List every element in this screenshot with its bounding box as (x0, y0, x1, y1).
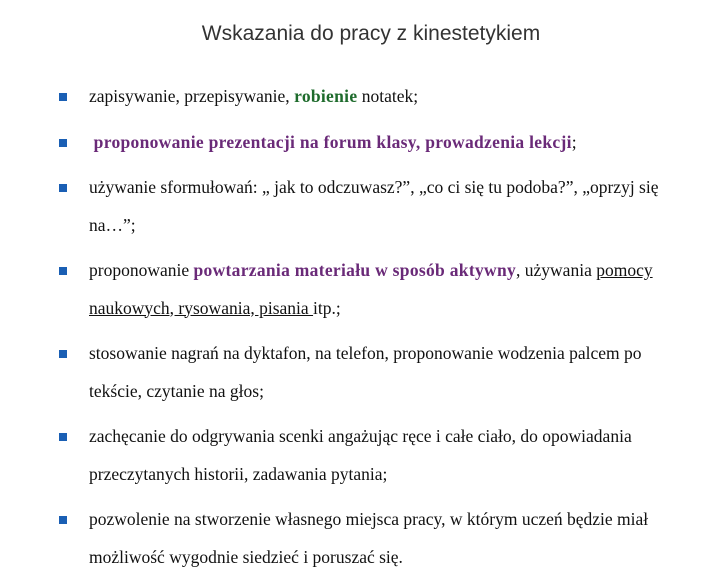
item-text: stosowanie nagrań na dyktafon, na telefon, proponowanie wodzenia palcem po tekście, czytanie na głos; (89, 343, 642, 401)
item-text: , używania (516, 260, 597, 280)
square-bullet-icon (59, 139, 67, 147)
square-bullet-icon (59, 433, 67, 441)
list-item (56, 78, 696, 116)
item-text: zachęcanie do odgrywania scenki angażując ręce i całe ciało, do opowiadania przeczytanych historii, zadawania pytania; (89, 426, 632, 484)
item-text: używanie sformułowań: „ jak to odczuwasz?”, „co ci się tu podoba?”, „oprzyj się na…”; (89, 177, 659, 235)
square-bullet-icon (59, 350, 67, 358)
list-item (56, 252, 696, 327)
item-text: proponowanie (89, 260, 194, 280)
item-text: zapisywanie, przepisywanie, (89, 86, 295, 106)
list-item (56, 501, 696, 576)
square-bullet-icon (59, 516, 67, 524)
item-text: itp.; (313, 297, 341, 318)
square-bullet-icon (59, 184, 67, 192)
list-item (56, 169, 696, 244)
highlighted-text: proponowanie prezentacji na forum klasy, prowadzenia lekcji (89, 131, 572, 152)
item-text: ; (571, 131, 577, 152)
item-text: notatek; (357, 86, 419, 106)
slide-title: Wskazania do pracy z kinestetykiem (201, 22, 541, 45)
item-text: pozwolenie na stworzenie własnego miejsca pracy, w którym uczeń będzie miał możliwość wygodnie siedzieć i poruszać się. (89, 509, 649, 567)
highlighted-text: robienie (294, 86, 358, 106)
underlined-text: pomocy naukowych, rysowania, pisania (89, 260, 653, 318)
bullet-list (56, 78, 696, 584)
list-item (56, 418, 696, 493)
square-bullet-icon (59, 93, 67, 101)
list-item (56, 335, 696, 410)
highlighted-text: powtarzania materiału w sposób aktywny (193, 260, 517, 280)
list-item (56, 124, 696, 162)
square-bullet-icon (59, 267, 67, 275)
